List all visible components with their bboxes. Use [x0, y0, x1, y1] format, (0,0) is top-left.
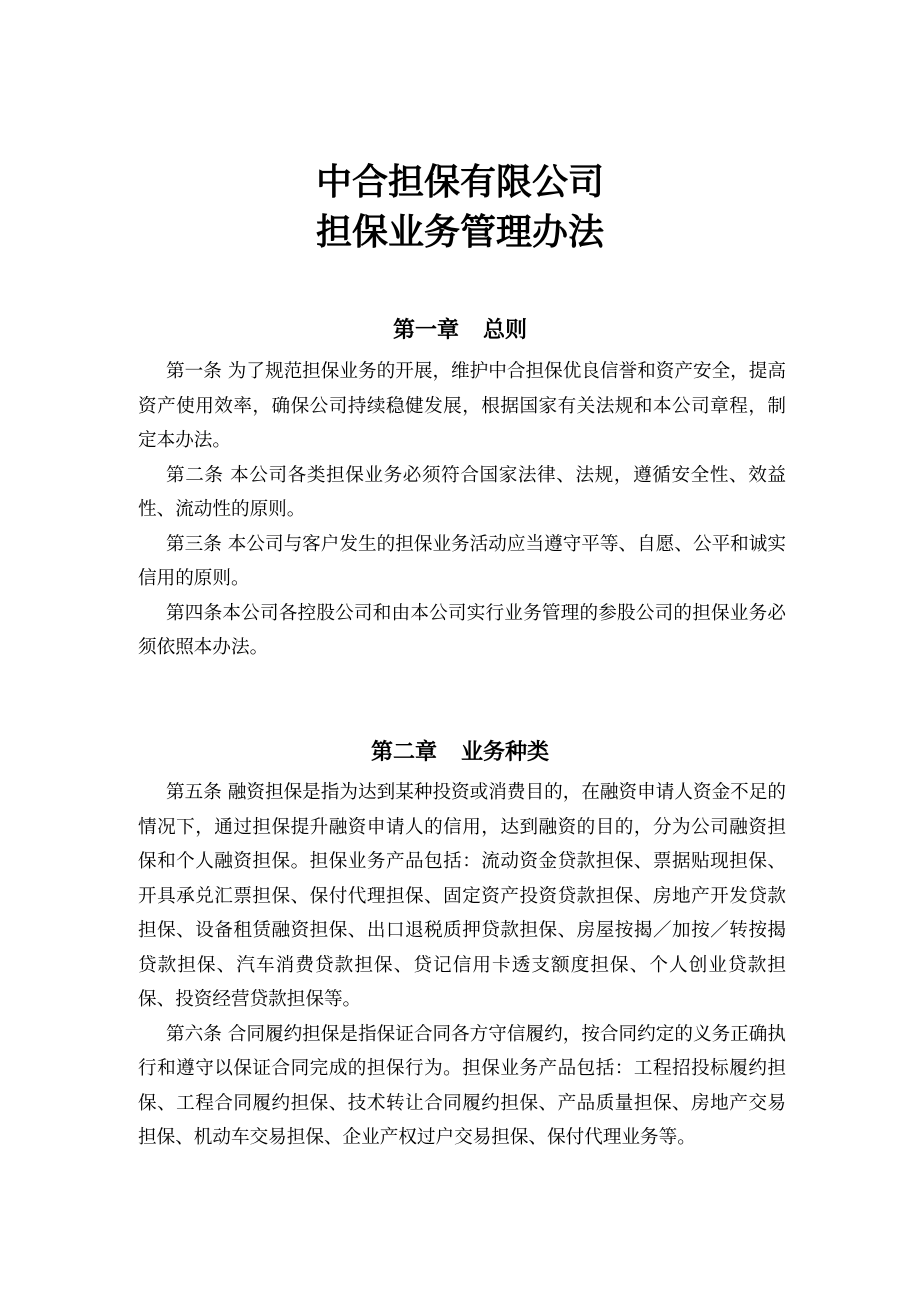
title-line-1: 中合担保有限公司 — [315, 162, 604, 203]
article: 第五条 融资担保是指为达到某种投资或消费目的，在融资申请人资金不足的情况下，通过担保提升融资申请人的信用，达到融资的目的，分为公司融资担保和个人融资担保。担保业务产品包括：流动资金贷款担保、票据贴现担保、开具承兑汇票担保、保付代理担保、固定资产投资贷款担保、房地产开发贷款担保、设备租赁融资担保、出口退税质押贷款担保、房屋按揭／加按／转按揭贷款担保、汽车消费贷款担保、贷记信用卡透支额度担保、个人创业贷款担保、投资经营贷款担保等。 — [138, 782, 786, 1010]
title-line-2: 担保业务管理办法 — [315, 212, 604, 253]
chapter-2-heading — [0, 735, 920, 766]
article: 第六条 合同履约担保是指保证合同各方守信履约，按合同约定的义务正确执行和遵守以保证合同完成的担保行为。担保业务产品包括：工程招投标履约担保、工程合同履约担保、技术转让合同履约担保、产品质量担保、房地产交易担保、机动车交易担保、企业产权过户交易担保、保付代理业务等。 — [138, 1023, 786, 1148]
document-title — [0, 158, 920, 258]
chapter-name: 业务种类 — [461, 740, 550, 765]
article: 第三条 本公司与客户发生的担保业务活动应当遵守平等、自愿、公平和诚实信用的原则。 — [138, 533, 786, 589]
chapter-name: 总则 — [483, 318, 528, 343]
chapter-number: 第一章 — [392, 318, 459, 343]
article: 第二条 本公司各类担保业务必须符合国家法律、法规，遵循安全性、效益性、流动性的原则。 — [138, 464, 786, 520]
article: 第四条本公司各控股公司和由本公司实行业务管理的参股公司的担保业务必须依照本办法。 — [138, 602, 786, 658]
chapter-1-body — [138, 355, 786, 666]
chapter-2-body — [138, 776, 786, 1156]
chapter-1-heading — [0, 313, 920, 344]
chapter-number: 第二章 — [370, 740, 437, 765]
article: 第一条 为了规范担保业务的开展，维护中合担保优良信誉和资产安全，提高资产使用效率，确保公司持续稳健发展，根据国家有关法规和本公司章程，制定本办法。 — [138, 361, 786, 451]
